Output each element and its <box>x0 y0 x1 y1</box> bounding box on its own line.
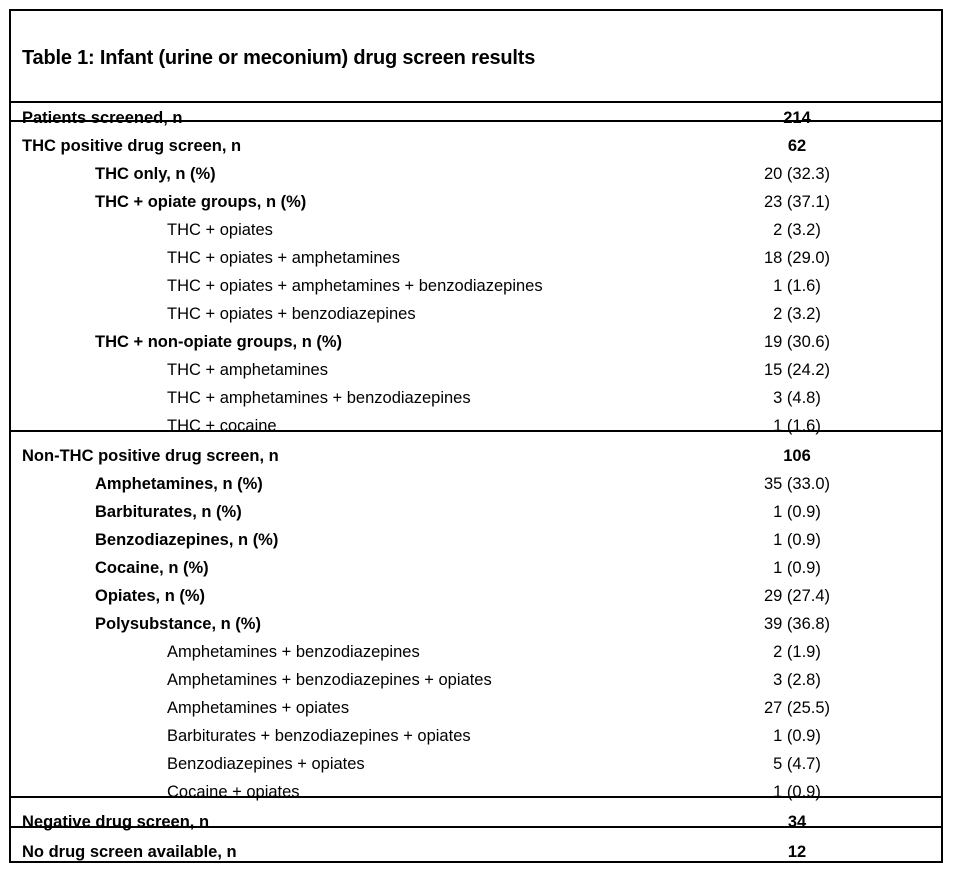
table-row <box>11 839 941 867</box>
table-row <box>11 555 941 583</box>
table-title: Table 1: Infant (urine or meconium) drug screen results <box>22 47 536 69</box>
row-value: 34 <box>787 813 807 831</box>
row-label: Patients screened, n <box>22 109 183 127</box>
table-row <box>11 809 941 837</box>
row-value: 18 (29.0) <box>763 249 831 267</box>
row-value: 1 (0.9) <box>773 559 821 577</box>
row-value: 2 (3.2) <box>773 305 821 323</box>
row-label: THC + opiates + amphetamines + benzodiazepines <box>167 277 543 295</box>
table-row <box>11 499 941 527</box>
row-label: Benzodiazepines, n (%) <box>95 531 279 549</box>
table-row <box>11 385 941 413</box>
row-label: Amphetamines, n (%) <box>95 475 263 493</box>
table-row <box>11 189 941 217</box>
table-row <box>11 695 941 723</box>
table-row <box>11 611 941 639</box>
table-row <box>11 779 941 807</box>
row-value: 1 (0.9) <box>773 727 821 745</box>
row-value: 27 (25.5) <box>763 699 831 717</box>
row-value: 62 <box>787 137 807 155</box>
row-label: Non-THC positive drug screen, n <box>22 447 279 465</box>
row-value: 15 (24.2) <box>763 361 831 379</box>
row-label: THC + opiates + amphetamines <box>167 249 400 267</box>
row-label: No drug screen available, n <box>22 843 237 861</box>
table-row <box>11 527 941 555</box>
section-divider <box>11 796 941 798</box>
table-row <box>11 105 941 133</box>
row-value: 12 <box>787 843 807 861</box>
table-title-cell <box>11 11 941 103</box>
row-value: 5 (4.7) <box>773 755 821 773</box>
row-label: Barbiturates, n (%) <box>95 503 242 521</box>
table-row <box>11 583 941 611</box>
row-label: THC + opiates + benzodiazepines <box>167 305 416 323</box>
row-value: 39 (36.8) <box>763 615 831 633</box>
row-value: 1 (1.6) <box>773 417 821 435</box>
row-value: 1 (0.9) <box>773 783 821 801</box>
row-value: 3 (2.8) <box>773 671 821 689</box>
row-label: Polysubstance, n (%) <box>95 615 261 633</box>
section-divider <box>11 826 941 828</box>
table-row <box>11 273 941 301</box>
row-value: 2 (3.2) <box>773 221 821 239</box>
row-value: 1 (0.9) <box>773 531 821 549</box>
row-label: THC positive drug screen, n <box>22 137 242 155</box>
row-value: 1 (0.9) <box>773 503 821 521</box>
table-row <box>11 357 941 385</box>
table-row <box>11 329 941 357</box>
section-divider <box>11 120 941 122</box>
table-row <box>11 245 941 273</box>
table-row <box>11 133 941 161</box>
table-row <box>11 751 941 779</box>
row-value: 106 <box>783 447 811 465</box>
table-row <box>11 161 941 189</box>
row-value: 19 (30.6) <box>763 333 831 351</box>
drug-screen-table <box>9 9 943 863</box>
table-row <box>11 443 941 471</box>
row-value: 3 (4.8) <box>773 389 821 407</box>
row-label: Opiates, n (%) <box>95 587 206 605</box>
row-label: THC + amphetamines <box>167 361 328 379</box>
row-value: 20 (32.3) <box>763 165 831 183</box>
row-value: 2 (1.9) <box>773 643 821 661</box>
row-value: 35 (33.0) <box>763 475 831 493</box>
table-row <box>11 301 941 329</box>
row-label: THC only, n (%) <box>95 165 216 183</box>
row-label: Cocaine + opiates <box>167 783 300 801</box>
row-value: 29 (27.4) <box>763 587 831 605</box>
section-divider <box>11 430 941 432</box>
row-label: THC + opiates <box>167 221 273 239</box>
table-row <box>11 217 941 245</box>
table-row <box>11 413 941 441</box>
row-label: Cocaine, n (%) <box>95 559 209 577</box>
row-label: THC + cocaine <box>167 417 277 435</box>
row-label: THC + amphetamines + benzodiazepines <box>167 389 471 407</box>
row-label: Negative drug screen, n <box>22 813 210 831</box>
table-row <box>11 639 941 667</box>
table-row <box>11 723 941 751</box>
row-label: THC + non-opiate groups, n (%) <box>95 333 343 351</box>
row-label: Amphetamines + benzodiazepines <box>167 643 420 661</box>
row-label: Barbiturates + benzodiazepines + opiates <box>167 727 471 745</box>
row-label: Amphetamines + benzodiazepines + opiates <box>167 671 492 689</box>
row-value: 214 <box>783 109 811 127</box>
row-label: Amphetamines + opiates <box>167 699 350 717</box>
row-label: Benzodiazepines + opiates <box>167 755 365 773</box>
table-row <box>11 471 941 499</box>
row-value: 23 (37.1) <box>763 193 831 211</box>
row-label: THC + opiate groups, n (%) <box>95 193 307 211</box>
table-row <box>11 667 941 695</box>
row-value: 1 (1.6) <box>773 277 821 295</box>
